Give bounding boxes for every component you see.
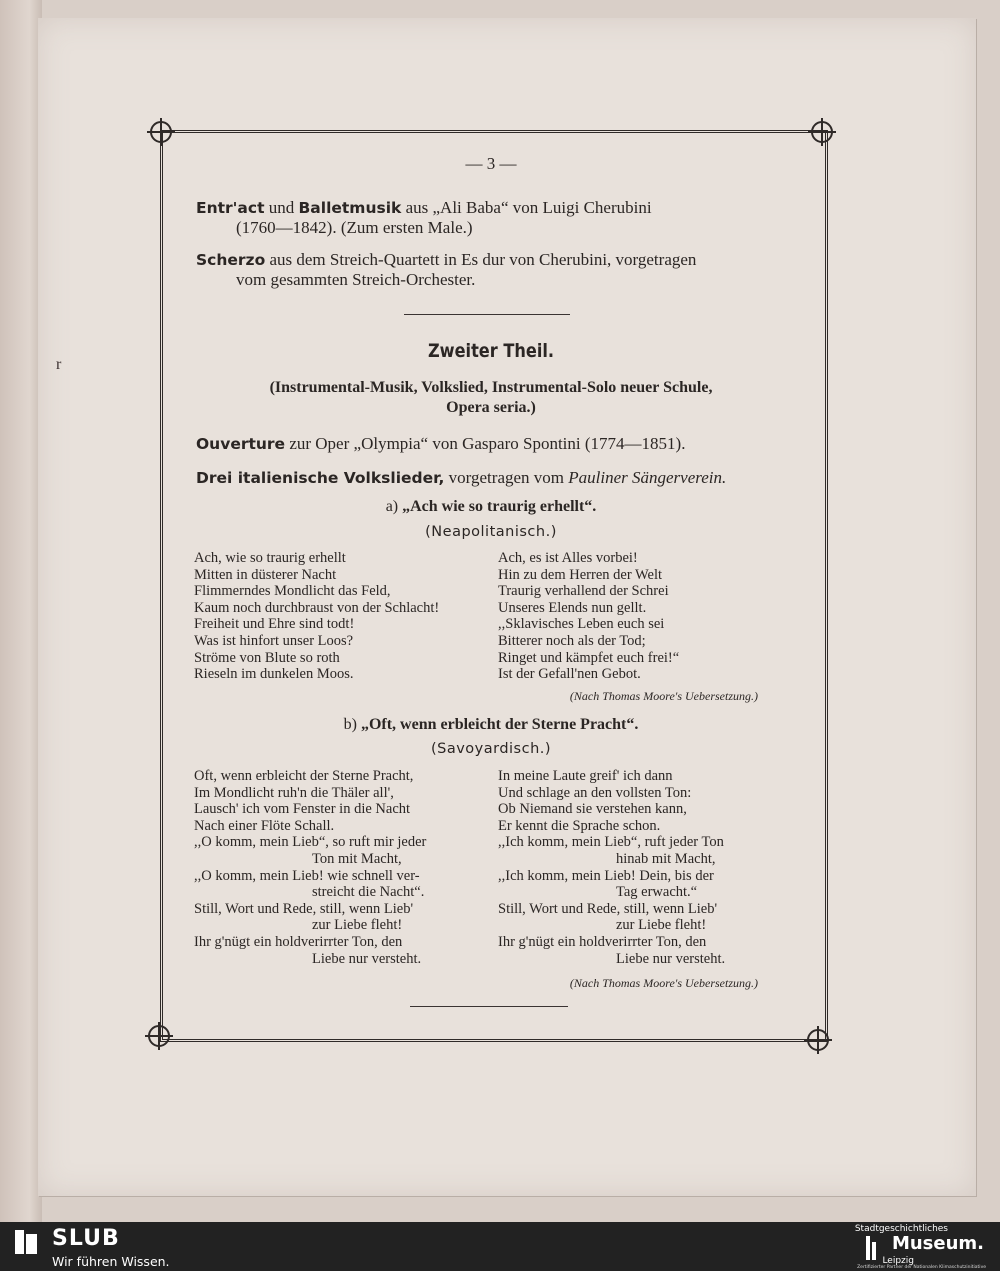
slub-book-icon <box>14 1228 38 1256</box>
song-label: b) <box>343 716 357 733</box>
entry-title: Ouverture <box>196 435 286 453</box>
verse-line: Ströme von Blute so roth <box>194 649 340 666</box>
verse-line: streicht die Nacht“. <box>312 884 425 901</box>
verse-line: zur Liebe fleht! <box>616 917 707 934</box>
song-a-origin: (Neapolitanisch.) <box>425 524 557 540</box>
museum-city: Leipzig <box>882 1256 914 1266</box>
entry-title: Scherzo <box>196 251 266 269</box>
verse-line: Ihr g'nügt ein holdverirrter Ton, den <box>498 933 707 950</box>
song-a-heading <box>160 498 822 516</box>
program-entry-scherzo <box>196 250 792 289</box>
end-rule <box>410 1006 568 1007</box>
verse-line: Flimmerndes Mondlicht das Feld, <box>194 583 391 600</box>
verse-line: Bitterer noch als der Tod; <box>498 632 646 649</box>
song-title: „Oft, wenn erbleicht der Sterne Pracht“. <box>360 716 639 733</box>
verse-line: Lausch' ich vom Fenster in die Nacht <box>194 801 411 818</box>
margin-mark: r <box>56 356 62 373</box>
verse-line: Ach, es ist Alles vorbei! <box>498 550 638 566</box>
verse-line: Unseres Elends nun gellt. <box>498 599 647 616</box>
page-number: — 3 — <box>465 154 517 173</box>
verse-line: Oft, wenn erbleicht der Sterne Pracht, <box>194 768 414 784</box>
museum-name: Museum. <box>891 1233 984 1254</box>
verse-line: zur Liebe fleht! <box>312 917 403 934</box>
footer-bar <box>0 1222 1000 1271</box>
verse-line: Ringet und kämpfet euch frei!“ <box>498 649 680 666</box>
verse-line: ,,O komm, mein Lieb“, so ruft mir jeder <box>194 834 427 851</box>
verse-line: Tag erwacht.“ <box>616 884 698 901</box>
program-entry-ouverture <box>196 434 792 454</box>
slub-name: SLUB <box>52 1226 120 1251</box>
verse-line: Still, Wort und Rede, still, wenn Lieb' <box>194 900 414 917</box>
song-a-verse-left <box>194 550 494 683</box>
song-b-origin: (Savoyardisch.) <box>430 741 552 757</box>
verse-line: Ob Niemand sie verstehen kann, <box>498 801 687 818</box>
song-label: a) <box>385 498 399 515</box>
verse-line: Mitten in düsterer Nacht <box>194 566 337 583</box>
song-title: „Ach wie so traurig erhellt“. <box>402 498 597 515</box>
entry-text: zur Oper „Olympia“ von Gasparo Spontini (1774—1851). <box>289 434 686 453</box>
verse-line: hinab mit Macht, <box>616 850 716 867</box>
entry-text-line2: (1760—1842). (Zum ersten Male.) <box>236 218 473 237</box>
divider-rule <box>404 314 570 315</box>
song-b-heading <box>160 716 822 734</box>
program-entry-volkslieder <box>196 468 792 488</box>
verse-line: Ist der Gefall'nen Gebot. <box>498 666 641 683</box>
entry-text: aus „Ali Baba“ von Luigi Cherubini <box>405 198 652 217</box>
verse-line: Ach, wie so traurig erhellt <box>194 550 346 566</box>
song-b-verse-right <box>498 768 798 967</box>
verse-line: Hin zu dem Herren der Welt <box>498 566 663 583</box>
song-a-verse-right <box>498 550 798 683</box>
verse-line: Freiheit und Ehre sind todt! <box>194 616 355 633</box>
museum-certification-note: Zertifizierter Partner der Nationalen Klimaschutzinitiative <box>857 1265 986 1270</box>
slub-tagline: Wir führen Wissen. <box>52 1254 170 1269</box>
entry-title: Drei italienische Volkslieder, <box>196 469 445 487</box>
performer-name: Pauliner Sängerverein. <box>568 468 727 487</box>
song-a-credit: (Nach Thomas Moore's Uebersetzung.) <box>569 689 758 703</box>
entry-title: Entr'act <box>196 199 265 217</box>
verse-line: Er kennt die Sprache schon. <box>498 817 661 834</box>
left-page-edge <box>0 0 42 1222</box>
entry-conjunction: und <box>268 198 295 217</box>
program-entry-balletmusik <box>196 198 792 237</box>
subtitle-line-2: Opera seria.) <box>446 399 536 416</box>
entry-text: vorgetragen vom <box>448 468 565 487</box>
verse-line: Und schlage an den vollsten Ton: <box>498 784 692 801</box>
verse-line: Was ist hinfort unser Loos? <box>194 632 354 649</box>
entry-text-line2: vom gesammten Streich-Orchester. <box>236 270 476 289</box>
page-content <box>160 130 822 1036</box>
verse-line: Im Mondlicht ruh'n die Thäler all', <box>194 784 394 801</box>
verse-line: Ihr g'nügt ein holdverirrter Ton, den <box>194 933 403 950</box>
verse-line: ,,Ich komm, mein Lieb“, ruft jeder Ton <box>498 834 724 851</box>
verse-line: Liebe nur versteht. <box>312 950 422 967</box>
museum-label-top: Stadtgeschichtliches <box>854 1224 948 1234</box>
entry-title-2: Balletmusik <box>298 199 402 217</box>
subtitle-line-1: (Instrumental-Musik, Volkslied, Instrumental-Solo neuer Schule, <box>269 379 713 396</box>
verse-line: Traurig verhallend der Schrei <box>498 583 669 600</box>
verse-line: Liebe nur versteht. <box>616 950 726 967</box>
verse-line: ,,O komm, mein Lieb! wie schnell ver- <box>194 867 420 884</box>
verse-line: In meine Laute greif' ich dann <box>498 768 673 784</box>
verse-line: ,,Sklavisches Leben euch sei <box>498 616 665 633</box>
verse-line: Rieseln im dunkelen Moos. <box>194 666 354 683</box>
verse-line: Nach einer Flöte Schall. <box>194 817 335 834</box>
song-b-verse-left <box>194 768 486 967</box>
verse-line: Ton mit Macht, <box>312 850 402 867</box>
entry-text: aus dem Streich-Quartett in Es dur von Cherubini, vorgetragen <box>269 250 697 269</box>
section-subtitle <box>220 378 762 418</box>
museum-logo-icon <box>864 1234 878 1262</box>
verse-line: Kaum noch durchbraust von der Schlacht! <box>194 599 440 616</box>
section-title: Zweiter Theil. <box>427 340 555 362</box>
song-b-credit: (Nach Thomas Moore's Uebersetzung.) <box>569 976 758 990</box>
verse-line: ,,Ich komm, mein Lieb! Dein, bis der <box>498 867 714 884</box>
verse-line: Still, Wort und Rede, still, wenn Lieb' <box>498 900 718 917</box>
